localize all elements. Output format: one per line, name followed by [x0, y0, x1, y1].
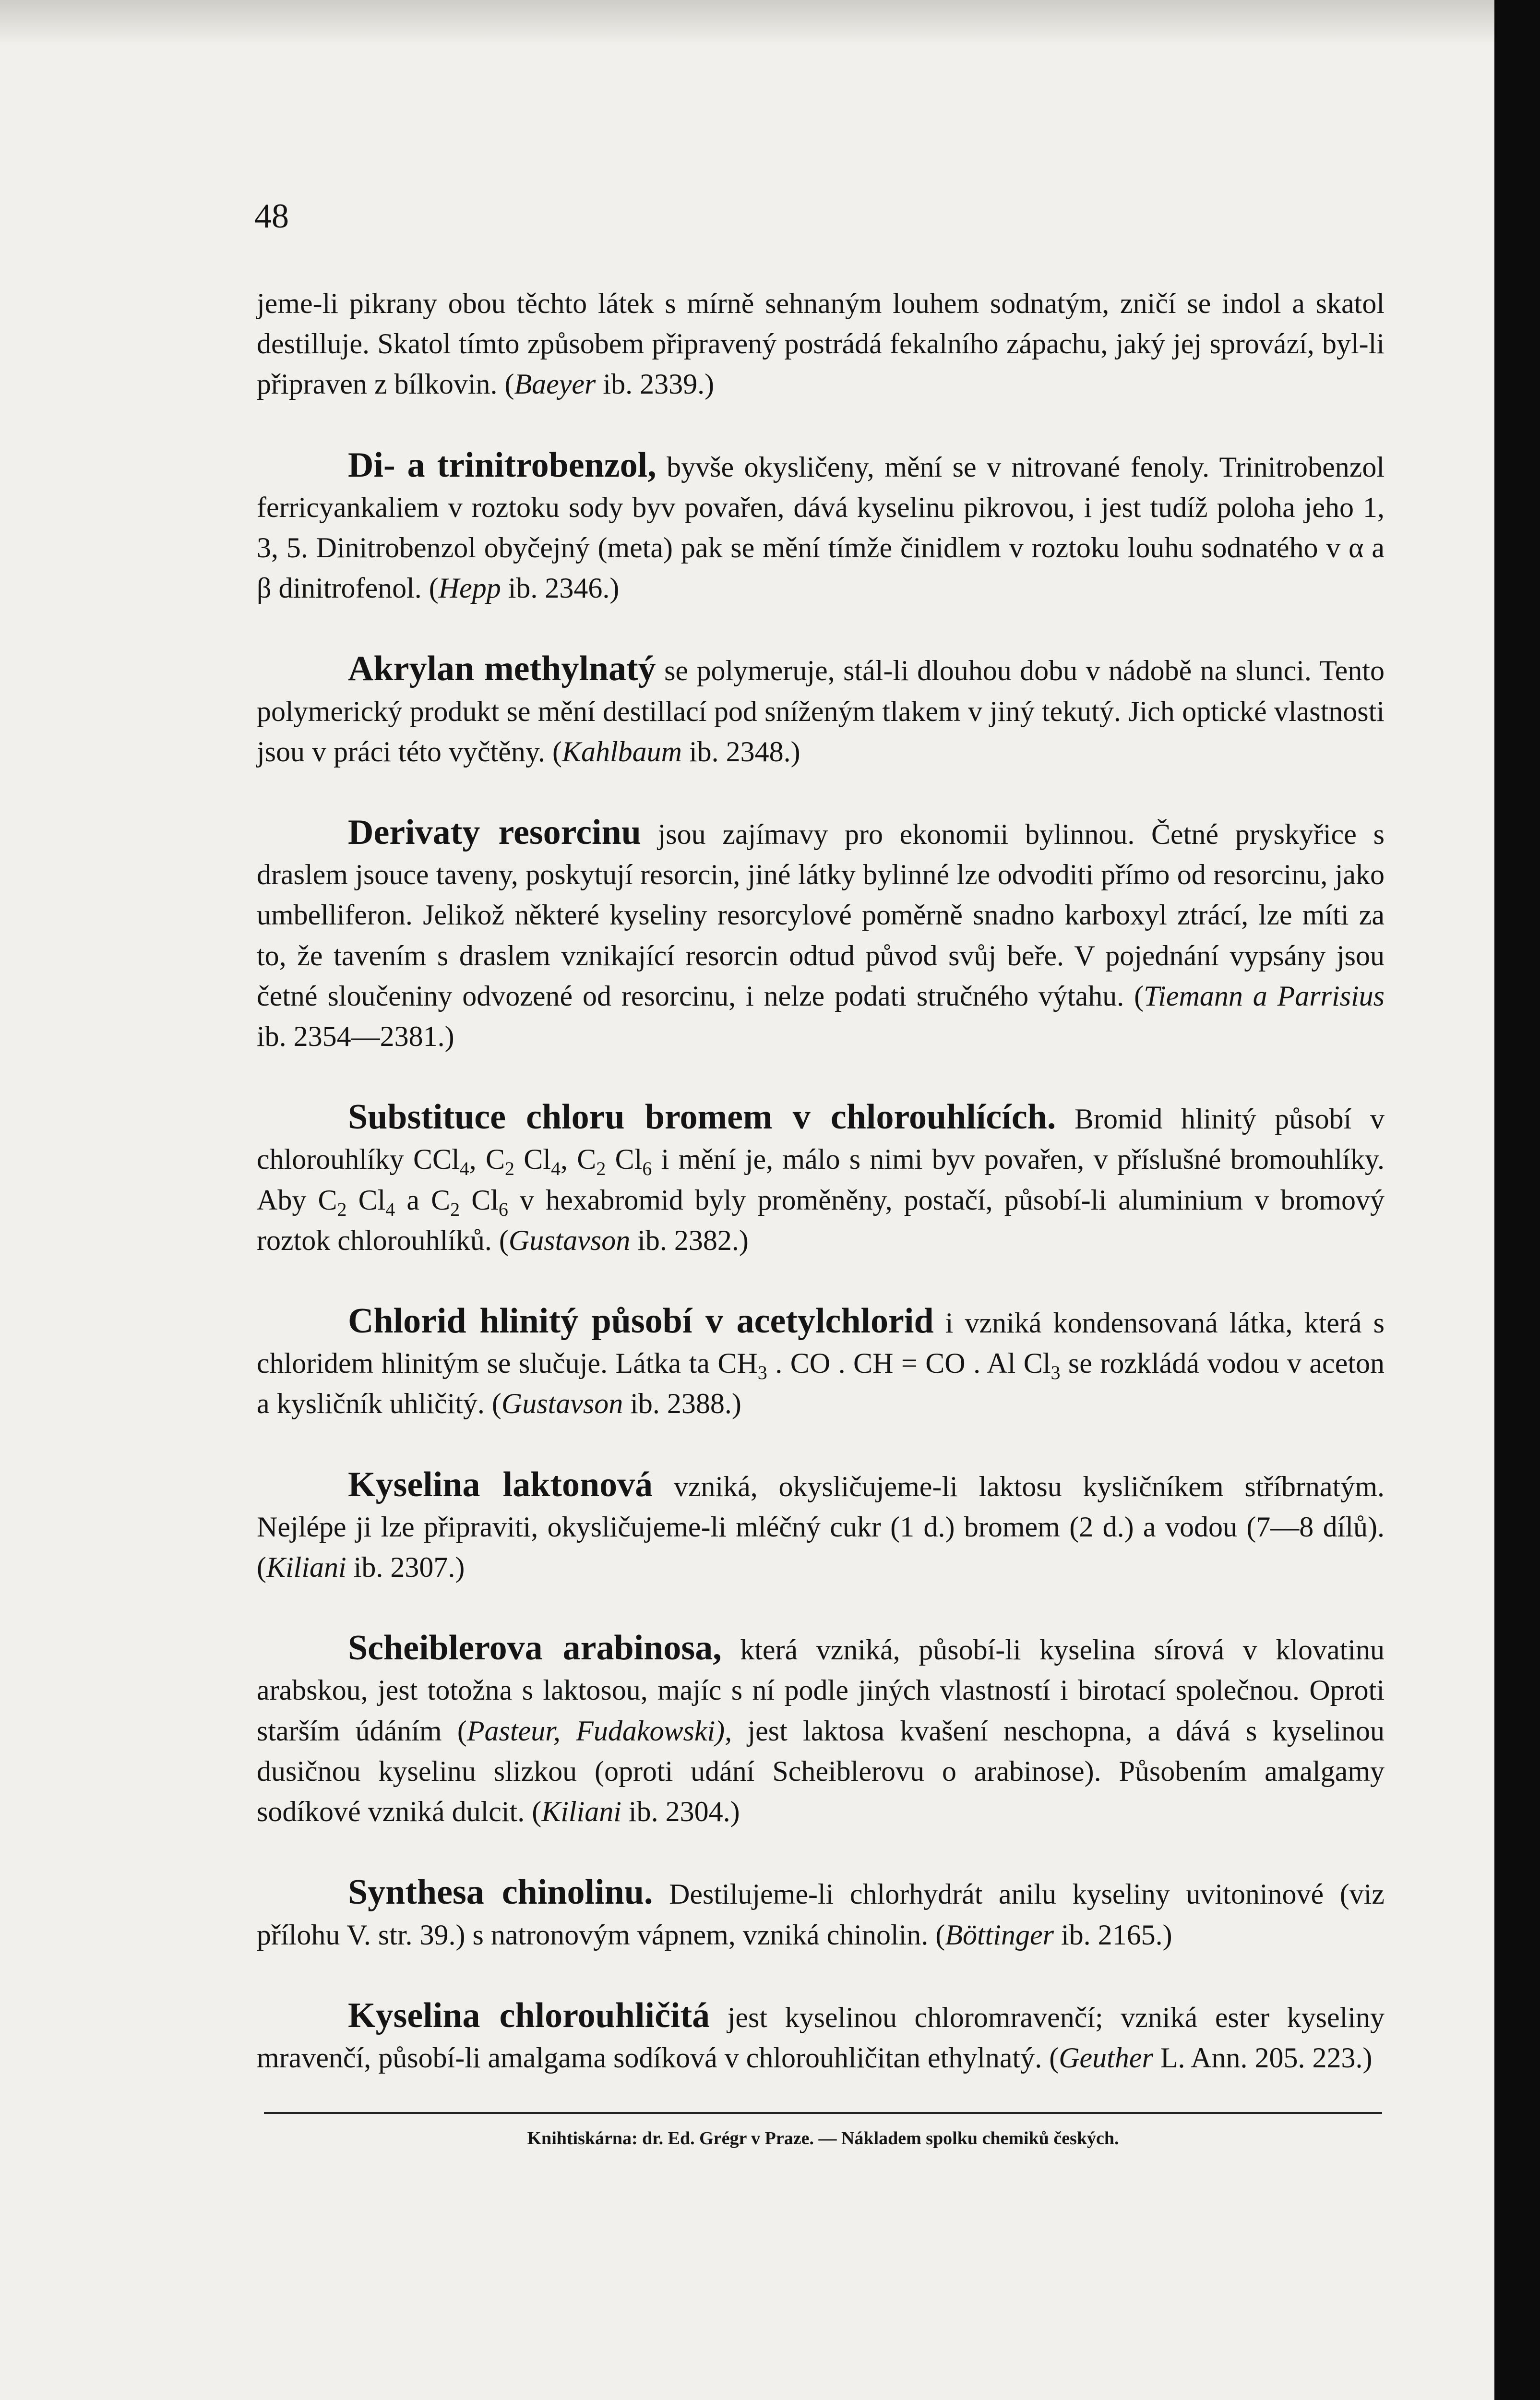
- entry-heading: Kyselina laktonová: [348, 1464, 653, 1504]
- entry-citation: ib. 2304.): [621, 1796, 740, 1828]
- entry-reference: Kahlbaum: [561, 735, 682, 768]
- entry-akrylan: [257, 648, 1385, 772]
- entry-reference: Gustavson: [508, 1224, 631, 1256]
- entry-citation: ib. 2307.): [346, 1551, 465, 1584]
- entry-continuation: [257, 283, 1385, 405]
- entry-reference: Kiliani: [541, 1796, 621, 1828]
- entry-heading: Di- a trinitrobenzol,: [348, 445, 657, 485]
- formula: $C_2$ $Cl_4$ a $C_2$ $Cl_6$: [318, 1184, 508, 1220]
- entry-text: byvše okysličeny, mění se v nitrované fenoly. Trinitrobenzol ferricyankaliem v roztoku sody byv povařen, dává kyselinu pikrovou, i jest tudíž poloha jeho 1, 3, 5. Dinitrobenzol obyčejný (meta) pak se mění tímže činidlem v roztoku louhu sodnatého v α a β dinitrofenol. (: [257, 451, 1385, 604]
- entry-reference: Tiemann a Parrisius: [1144, 980, 1385, 1012]
- entry-resorcin: [257, 812, 1385, 1056]
- entry-citation: ib. 2354—2381.): [257, 1020, 454, 1053]
- entry-text: se polymeruje, stál-li dlouhou dobu v nádobě na slunci. Tento polymerický produkt se mění destillací pod sníženým tlakem v jiný tekutý. Jich optické vlastnosti jsou v práci této vyčtěny. (: [257, 655, 1385, 768]
- scan-top-edge: [0, 0, 1540, 46]
- entry-reference-inline: Pasteur, Fudakowski),: [466, 1715, 732, 1747]
- entry-reference: Hepp: [438, 572, 501, 604]
- entry-heading: Synthesa chinolinu.: [348, 1872, 653, 1912]
- entry-text: vzniká, okysličujeme-li laktosu kysličníkem stříbrnatým. Nejlépe ji lze připraviti, okysličujeme-li mléčný cukr (1 d.) bromem (2 d.) a vodou (7—8 dílů). (: [257, 1470, 1385, 1584]
- entry-citation: L. Ann. 205. 223.): [1153, 2041, 1373, 2074]
- entry-reference: Böttinger: [945, 1919, 1054, 1951]
- entry-citation: ib. 2165.): [1053, 1919, 1172, 1951]
- entry-heading: Chlorid hlinitý působí v acetylchlorid: [348, 1301, 934, 1341]
- entry-heading: Kyselina chlorouhličitá: [348, 1995, 710, 2035]
- printer-imprint: Knihtiskárna: dr. Ed. Grégr v Praze. — Nákladem spolku chemiků českých.: [527, 2128, 1119, 2148]
- entry-citation: ib. 2382.): [630, 1224, 749, 1256]
- body-text: [257, 283, 1385, 2118]
- entry-chlorid-hlinity: [257, 1301, 1385, 1424]
- scan-right-edge: [1494, 0, 1540, 2400]
- entry-text: která vzniká, působí-li kyselina sírová v klovatinu arabskou, jest totožna s laktosou, majíc s ní podle jiných vlastností i birotací společnou. Oproti starším údáním (: [257, 1634, 1385, 1747]
- entry-text: jest laktosa kvašení neschopna, a dává s kyselinou dusičnou kyselinu slizkou (oproti udání Scheiblerovu o arabinose). Působením amalgamy sodíkové vzniká dulcit. (: [257, 1715, 1385, 1828]
- entry-text: Destilujeme-li chlorhydrát anilu kyseliny uvitoninové (viz přílohu V. str. 39.) s natronovým vápnem, vzniká chinolin. (: [257, 1878, 1385, 1951]
- entry-text: i mění je, málo s nimi byv povařen, v příslušné bromouhlíky. Aby: [257, 1143, 1385, 1216]
- entry-arabinosa: [257, 1628, 1385, 1832]
- entry-citation: ib. 2388.): [623, 1388, 741, 1420]
- entry-substituce: [257, 1097, 1385, 1260]
- entry-text: i vzniká kondensovaná látka, která s chloridem hlinitým se slučuje. Látka ta: [257, 1307, 1385, 1380]
- entry-synthesa-chinolinu: [257, 1872, 1385, 1955]
- entry-kyselina-chlorouhlicita: [257, 1995, 1385, 2078]
- entry-text: se rozkládá vodou v aceton a kysličník uhličitý. (: [257, 1347, 1385, 1420]
- entry-heading: Derivaty resorcinu: [348, 813, 641, 852]
- entry-reference: Kiliani: [266, 1551, 346, 1584]
- entry-text: Bromid hlinitý působí v chlorouhlíky: [257, 1103, 1385, 1176]
- entry-citation: ib. 2346.): [501, 572, 620, 604]
- entry-heading: Substituce chloru bromem v chlorouhlících.: [348, 1097, 1056, 1137]
- footer-rule: [264, 2112, 1382, 2114]
- entry-text: v hexabromid byly proměněny, postačí, působí-li aluminium v bromový roztok chlorouhlíků. (: [257, 1184, 1385, 1256]
- formula: $CH_3$ . CO . CH = CO . Al $Cl_3$: [717, 1347, 1061, 1384]
- entry-kyselina-laktonova: [257, 1464, 1385, 1588]
- entry-reference: Baeyer: [514, 368, 596, 400]
- formula: CCl$_4$, $C_2$ $Cl_4$, $C_2$ $Cl_6$: [413, 1143, 652, 1180]
- entry-dinitrobenzol: [257, 445, 1385, 609]
- entry-text: jeme-li pikrany obou těchto látek s mírně sehnaným louhem sodnatým, zničí se indol a skatol destilluje. Skatol tímto způsobem připravený postrádá fekalního zápachu, jaký jej sprovází, byl-li připraven z bílkovin. (: [257, 288, 1385, 400]
- entry-heading: Akrylan methylnatý: [348, 649, 656, 689]
- entry-reference: Geuther: [1059, 2041, 1153, 2074]
- entry-text: jsou zajímavy pro ekonomii bylinnou. Četné pryskyřice s draslem jsouce taveny, poskytují resorcin, jiné látky bylinné lze odvoditi přímo od resorcinu, jako umbelliferon. Jelikož některé kyseliny resorcylové poměrně snadno karboxyl ztrácí, lze míti za to, že tavením s draslem vznikající resorcin odtud původ svůj beře. V pojednání vypsány jsou četné sloučeniny odvozené od resorcinu, i nelze podati stručného výtahu. (: [257, 818, 1385, 1012]
- entry-citation: ib. 2348.): [681, 735, 800, 768]
- entry-citation: ib. 2339.): [596, 368, 715, 400]
- entry-reference: Gustavson: [501, 1388, 623, 1420]
- page-number: 48: [254, 197, 289, 235]
- entry-text: jest kyselinou chloromravenčí; vzniká ester kyseliny mravenčí, působí-li amalgama sodíková v chlorouhličitan ethylnatý. (: [257, 2001, 1385, 2074]
- entry-heading: Scheiblerova arabinosa,: [348, 1628, 722, 1668]
